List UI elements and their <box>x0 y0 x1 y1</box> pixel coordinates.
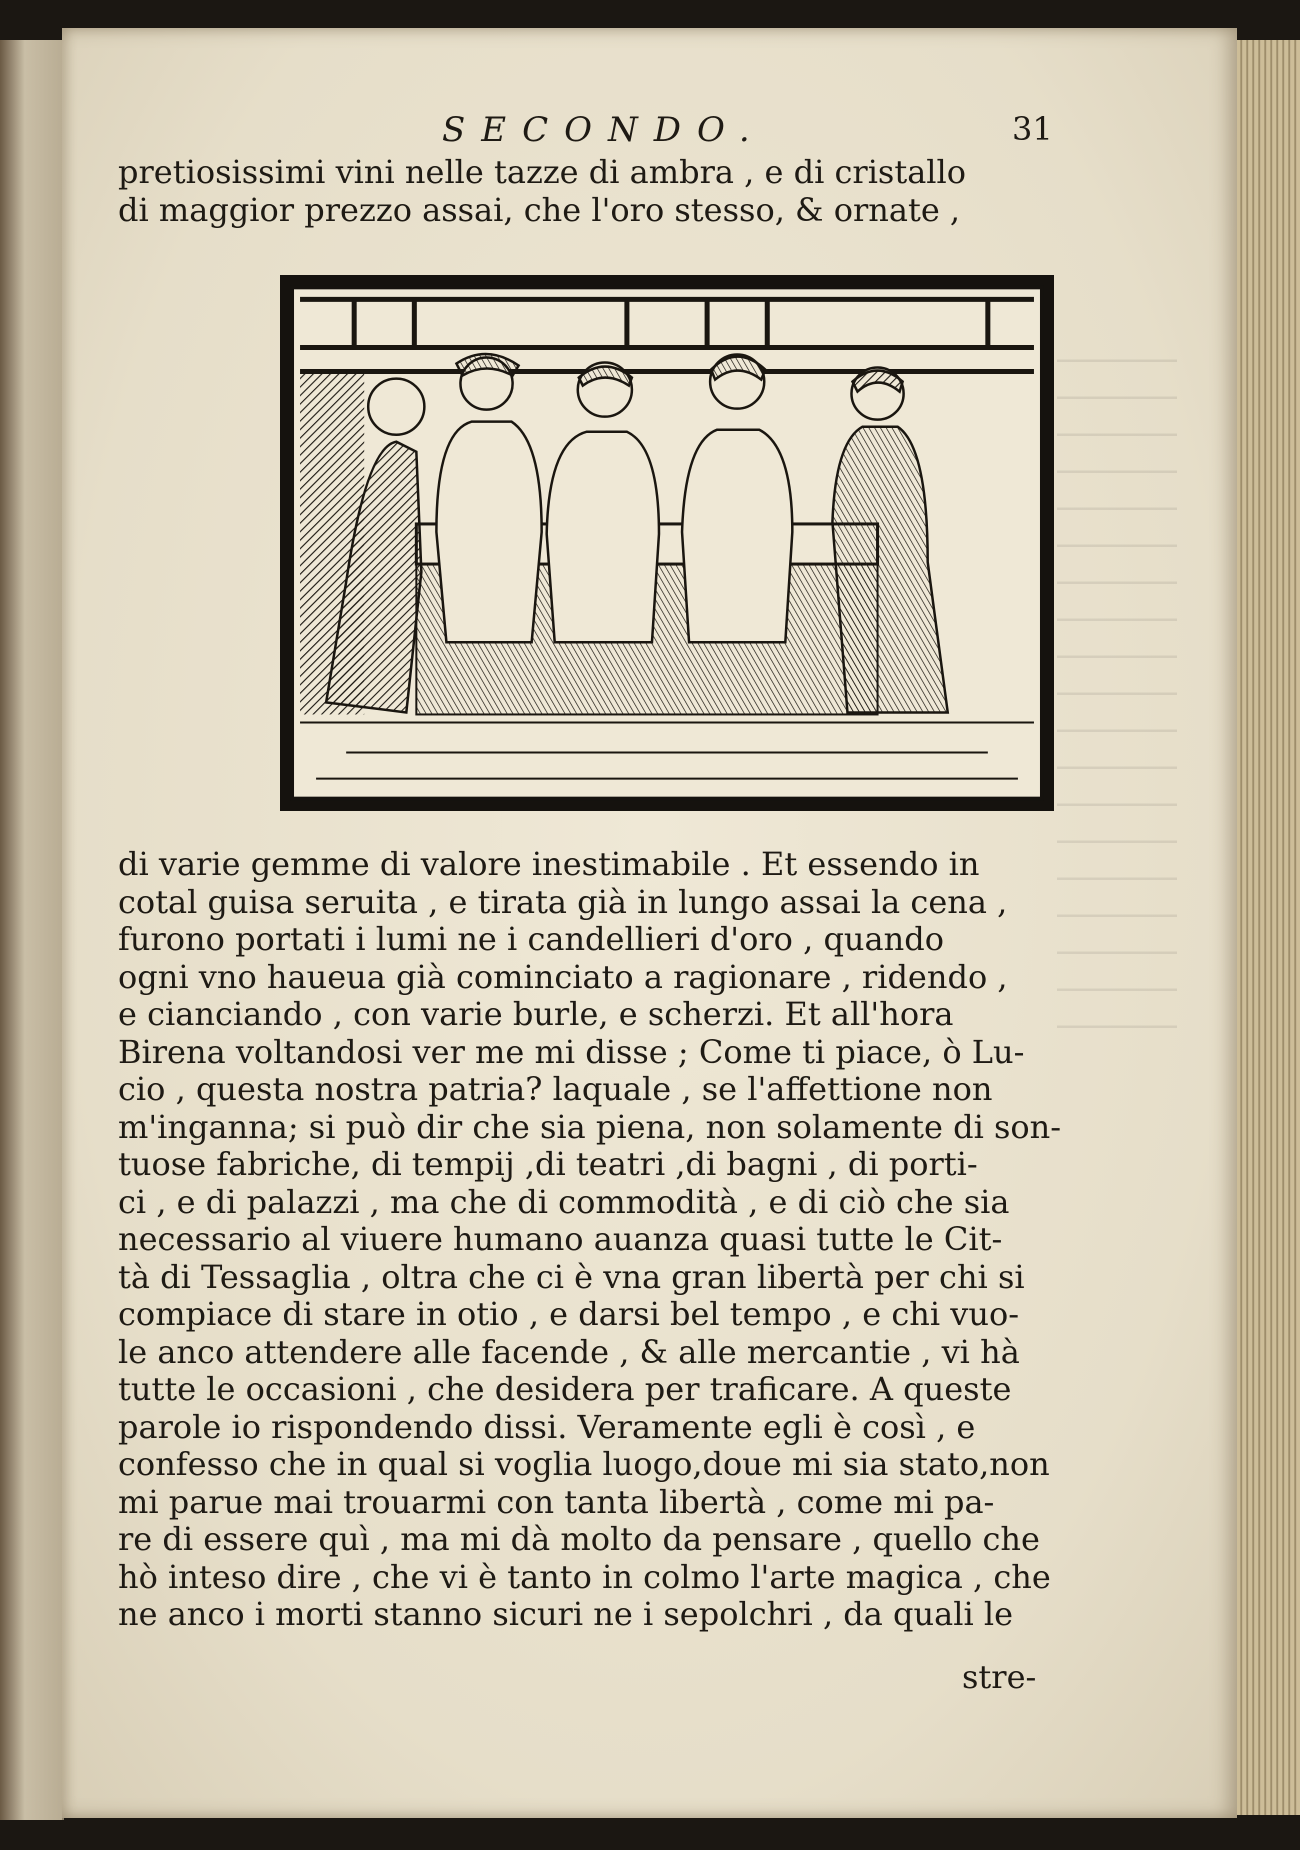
text-line: tuose fabriche, di tempij ,di teatri ,di bagni , di porti- <box>118 1146 978 1183</box>
text-line: ogni vno haueua già cominciato a ragionare , ridendo , <box>118 958 1008 996</box>
text-line: pretiosissimi vini nelle tazze di ambra , e di cristallo <box>118 154 967 191</box>
text-line: compiace di stare in otio , e darsi bel tempo , e chi vuo- <box>118 1296 1020 1333</box>
text-line: ci , e di palazzi , ma che di commodità , e di ciò che sia <box>118 1183 1010 1221</box>
text-line: re di essere quì , ma mi dà molto da pensare , quello che <box>118 1521 1040 1558</box>
text-line: le anco attendere alle facende , & alle mercantie , vi hà <box>118 1333 1020 1371</box>
text-line: cotal guisa seruita , e tirata già in lungo assai la cena , <box>118 883 1008 921</box>
text-line: e cianciando , con varie burle, e scherzi. Et all'hora <box>118 996 954 1033</box>
text-line: parole io rispondendo dissi. Veramente egli è così , e <box>118 1408 976 1446</box>
text-block-top <box>118 154 1178 229</box>
text-line: confesso che in qual si voglia luogo,doue mi sia stato,non <box>118 1446 1050 1483</box>
text-line: hò inteso dire , che vi è tanto in colmo l'arte magica , che <box>118 1558 1051 1596</box>
text-block-bottom <box>118 846 1178 1634</box>
woodcut-illustration <box>280 275 1054 811</box>
text-line: tutte le occasioni , che desidera per traficare. A queste <box>118 1371 1012 1408</box>
running-head: SECONDO. <box>442 110 766 150</box>
text-line: cio , questa nostra patria? laquale , se l'affettione non <box>118 1071 993 1108</box>
text-line: Birena voltandosi ver me mi disse ; Come ti piace, ò Lu- <box>118 1033 1025 1071</box>
text-line: ne anco i morti stanno sicuri ne i sepolchri , da quali le <box>118 1596 1014 1633</box>
text-line: furono portati i lumi ne i candellieri d'oro , quando <box>118 921 944 958</box>
left-page-edge <box>0 40 64 1820</box>
text-line: di varie gemme di valore inestimabile . Et essendo in <box>118 846 980 883</box>
text-line: tà di Tessaglia , oltra che ci è vna gran libertà per chi si <box>118 1258 1025 1296</box>
woodcut-banquet-scene <box>286 281 1048 805</box>
text-line: mi parue mai trouarmi con tanta libertà , come mi pa- <box>118 1483 995 1521</box>
book-page <box>62 28 1237 1818</box>
page-number: 31 <box>1012 110 1053 148</box>
text-line: m'inganna; si può dir che sia piena, non solamente di son- <box>118 1108 1062 1146</box>
page-fore-edges <box>1237 40 1300 1815</box>
catchword: stre- <box>962 1658 1037 1696</box>
text-line: di maggior prezzo assai, che l'oro stesso, & ornate , <box>118 191 961 229</box>
text-line: necessario al viuere humano auanza quasi tutte le Cit- <box>118 1221 1003 1258</box>
page-header <box>62 110 1237 160</box>
